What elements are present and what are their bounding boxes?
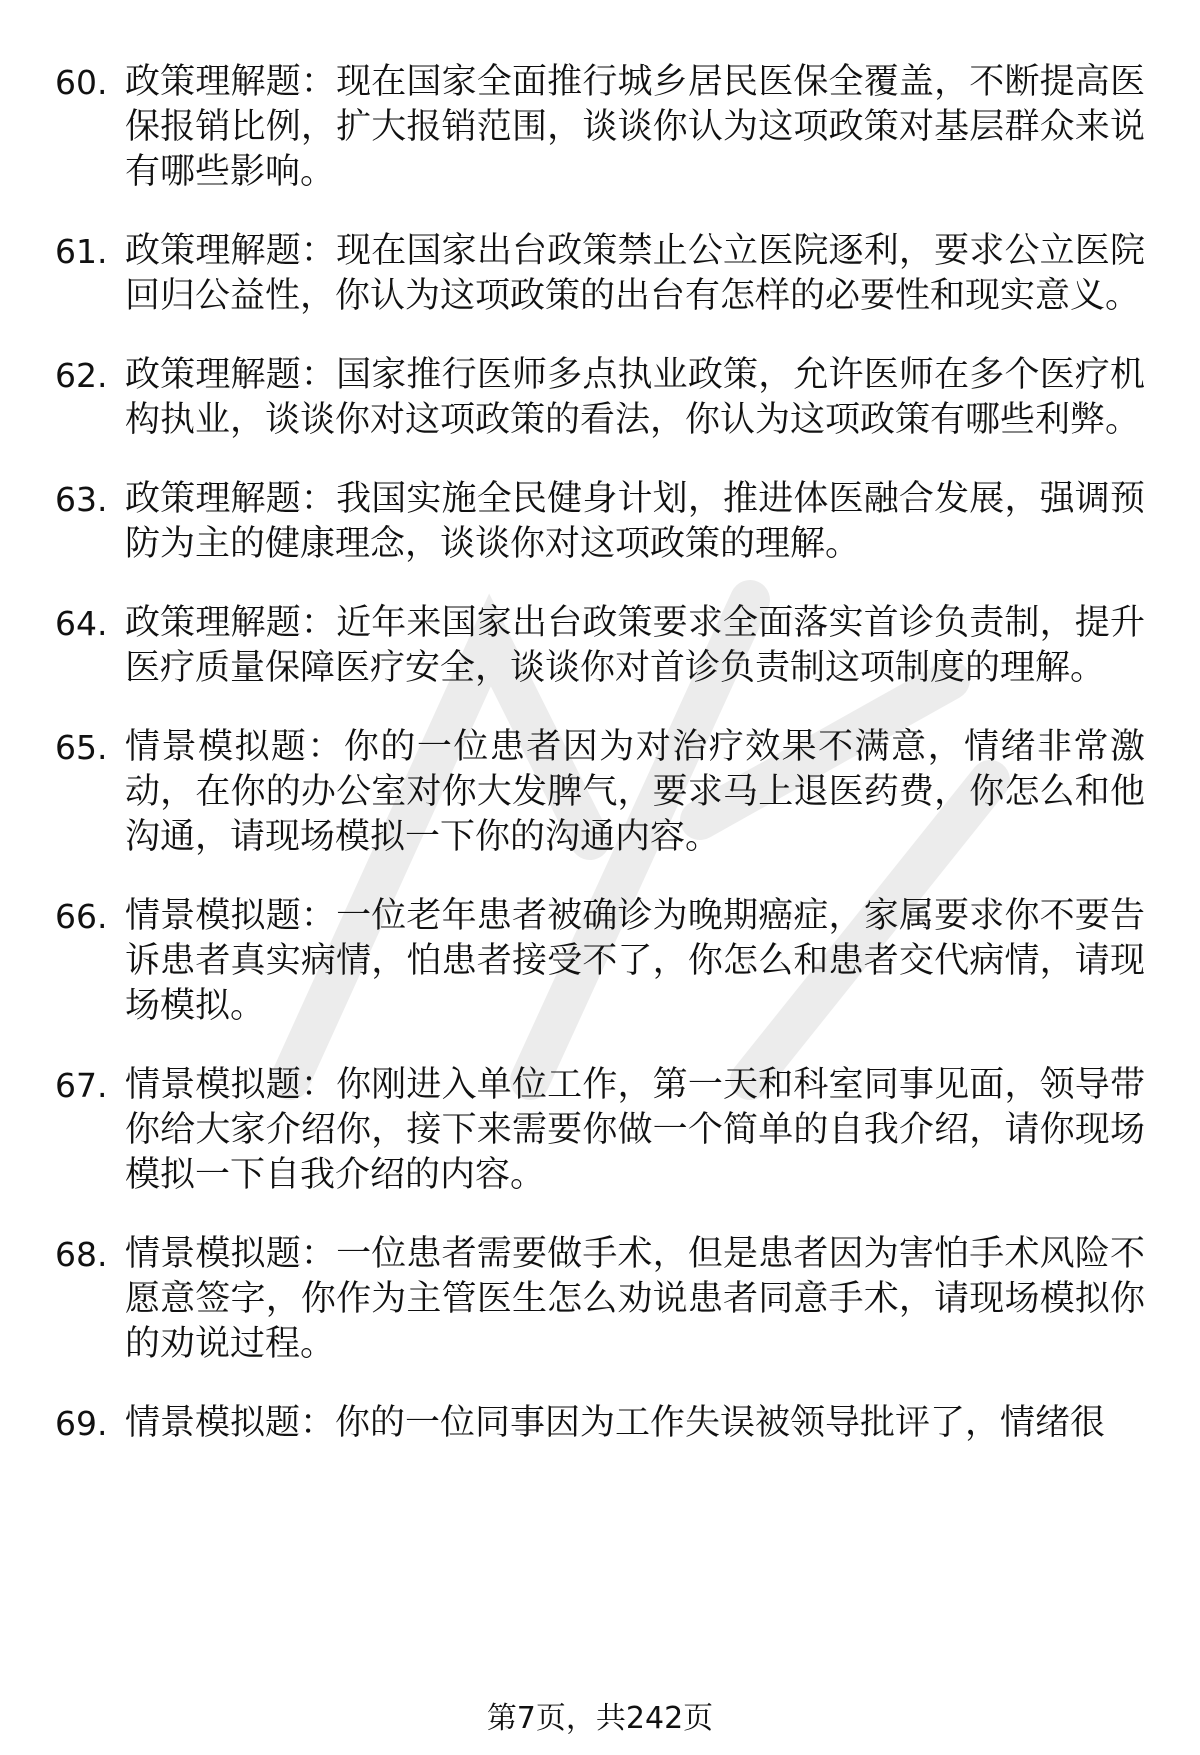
question-text: 情景模拟题：你的一位同事因为工作失误被领导批评了，情绪很	[125, 1403, 1106, 1443]
question-number: 61.	[55, 232, 108, 271]
question-text: 政策理解题：我国实施全民健身计划，推进体医融合发展，强调预防为主的健康理念，谈谈你对这项政策的理解。	[125, 479, 1145, 564]
question-item	[55, 725, 1145, 860]
question-item	[55, 229, 1145, 319]
question-text: 情景模拟题：一位老年患者被确诊为晚期癌症，家属要求你不要告诉患者真实病情，怕患者接受不了，你怎么和患者交代病情，请现场模拟。	[125, 896, 1145, 1026]
question-item	[55, 60, 1145, 195]
question-number: 68.	[55, 1235, 108, 1274]
question-item	[55, 601, 1145, 691]
question-item	[55, 477, 1145, 567]
question-number: 69.	[55, 1404, 108, 1443]
question-item	[55, 894, 1145, 1029]
question-number: 62.	[55, 356, 108, 395]
question-item	[55, 1401, 1145, 1446]
question-number: 66.	[55, 897, 108, 936]
question-text: 政策理解题：现在国家出台政策禁止公立医院逐利，要求公立医院回归公益性，你认为这项政策的出台有怎样的必要性和现实意义。	[125, 231, 1145, 316]
question-text: 情景模拟题：你刚进入单位工作，第一天和科室同事见面，领导带你给大家介绍你，接下来需要你做一个简单的自我介绍，请你现场模拟一下自我介绍的内容。	[125, 1065, 1145, 1195]
question-text: 情景模拟题：你的一位患者因为对治疗效果不满意，情绪非常激动，在你的办公室对你大发脾气，要求马上退医药费，你怎么和他沟通，请现场模拟一下你的沟通内容。	[125, 727, 1145, 857]
question-list	[55, 60, 1145, 1480]
question-number: 60.	[55, 63, 108, 102]
question-number: 64.	[55, 604, 108, 643]
question-number: 67.	[55, 1066, 108, 1105]
question-text: 政策理解题：国家推行医师多点执业政策，允许医师在多个医疗机构执业，谈谈你对这项政策的看法，你认为这项政策有哪些利弊。	[125, 355, 1145, 440]
question-text: 政策理解题：现在国家全面推行城乡居民医保全覆盖，不断提高医保报销比例，扩大报销范围，谈谈你认为这项政策对基层群众来说有哪些影响。	[125, 62, 1145, 192]
question-item	[55, 353, 1145, 443]
question-number: 63.	[55, 480, 108, 519]
question-item	[55, 1232, 1145, 1367]
question-text: 情景模拟题：一位患者需要做手术，但是患者因为害怕手术风险不愿意签字，你作为主管医生怎么劝说患者同意手术，请现场模拟你的劝说过程。	[125, 1234, 1145, 1364]
question-number: 65.	[55, 728, 108, 767]
question-item	[55, 1063, 1145, 1198]
page-footer: 第7页，共242页	[486, 1701, 714, 1736]
question-text: 政策理解题：近年来国家出台政策要求全面落实首诊负责制，提升医疗质量保障医疗安全，谈谈你对首诊负责制这项制度的理解。	[125, 603, 1145, 688]
